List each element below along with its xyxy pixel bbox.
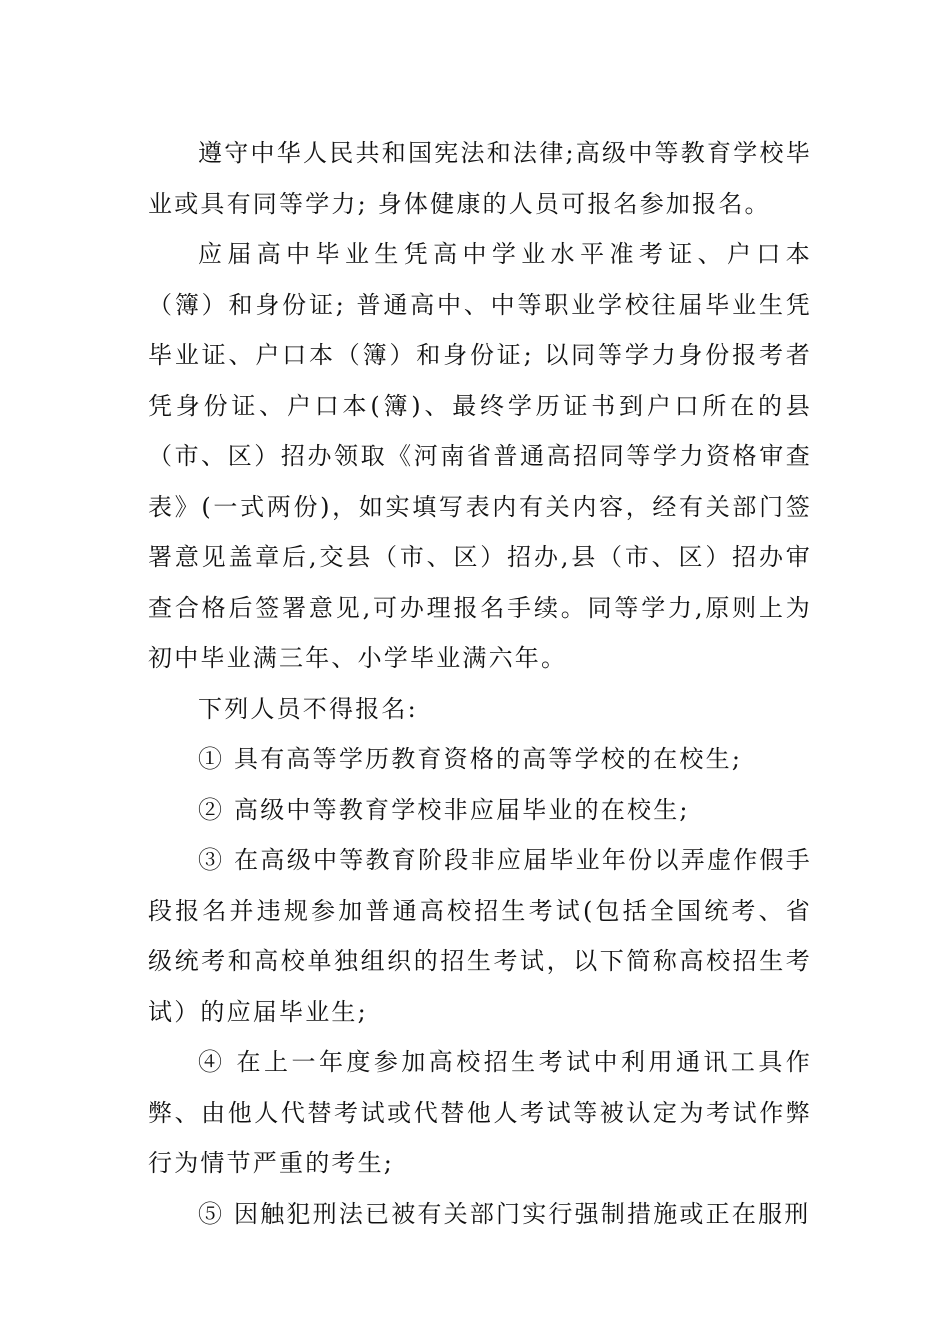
- paragraph-ineligible-intro: 下列人员不得报名:: [198, 694, 418, 723]
- list-item-2: ② 高级中等教育学校非应届毕业的在校生;: [198, 795, 690, 824]
- list-item-4: ④ 在上一年度参加高校招生考试中利用通讯工具作弊、由他人代替考试或代替他人考试等被认定为考试作弊行为情节严重的考生;: [148, 1048, 812, 1177]
- list-item-5: ⑤ 因触犯刑法已被有关部门实行强制措施或正在服刑: [198, 1199, 811, 1228]
- list-item-3: ③ 在高级中等教育阶段非应届毕业年份以弄虚作假手段报名并违规参加普通高校招生考试(包括全国统考、省级统考和高校单独组织的招生考试，以下简称高校招生考试）的应届毕业生;: [148, 846, 812, 1026]
- document-body: [148, 128, 812, 1239]
- paragraph-required-documents: 应届高中毕业生凭高中学业水平准考证、户口本（簿）和身份证; 普通高中、中等职业学校往届毕业生凭毕业证、户口本（簿）和身份证; 以同等学力身份报考者凭身份证、户口本(簿)、最终学历证书到户口所在的县（市、区）招办领取《河南省普通高招同等学力资格审查表》(一式两份)，如实填写表内有关内容，经有关部门签署意见盖章后,交县（市、区）招办,县（市、区）招办审查合格后签署意见,可办理报名手续。同等学力,原则上为初中毕业满三年、小学毕业满六年。: [148, 240, 812, 672]
- list-item-1: ① 具有高等学历教育资格的高等学校的在校生;: [198, 745, 743, 773]
- paragraph-eligibility: 遵守中华人民共和国宪法和法律;高级中等教育学校毕业或具有同等学力; 身体健康的人员可报名参加报名。: [148, 139, 812, 218]
